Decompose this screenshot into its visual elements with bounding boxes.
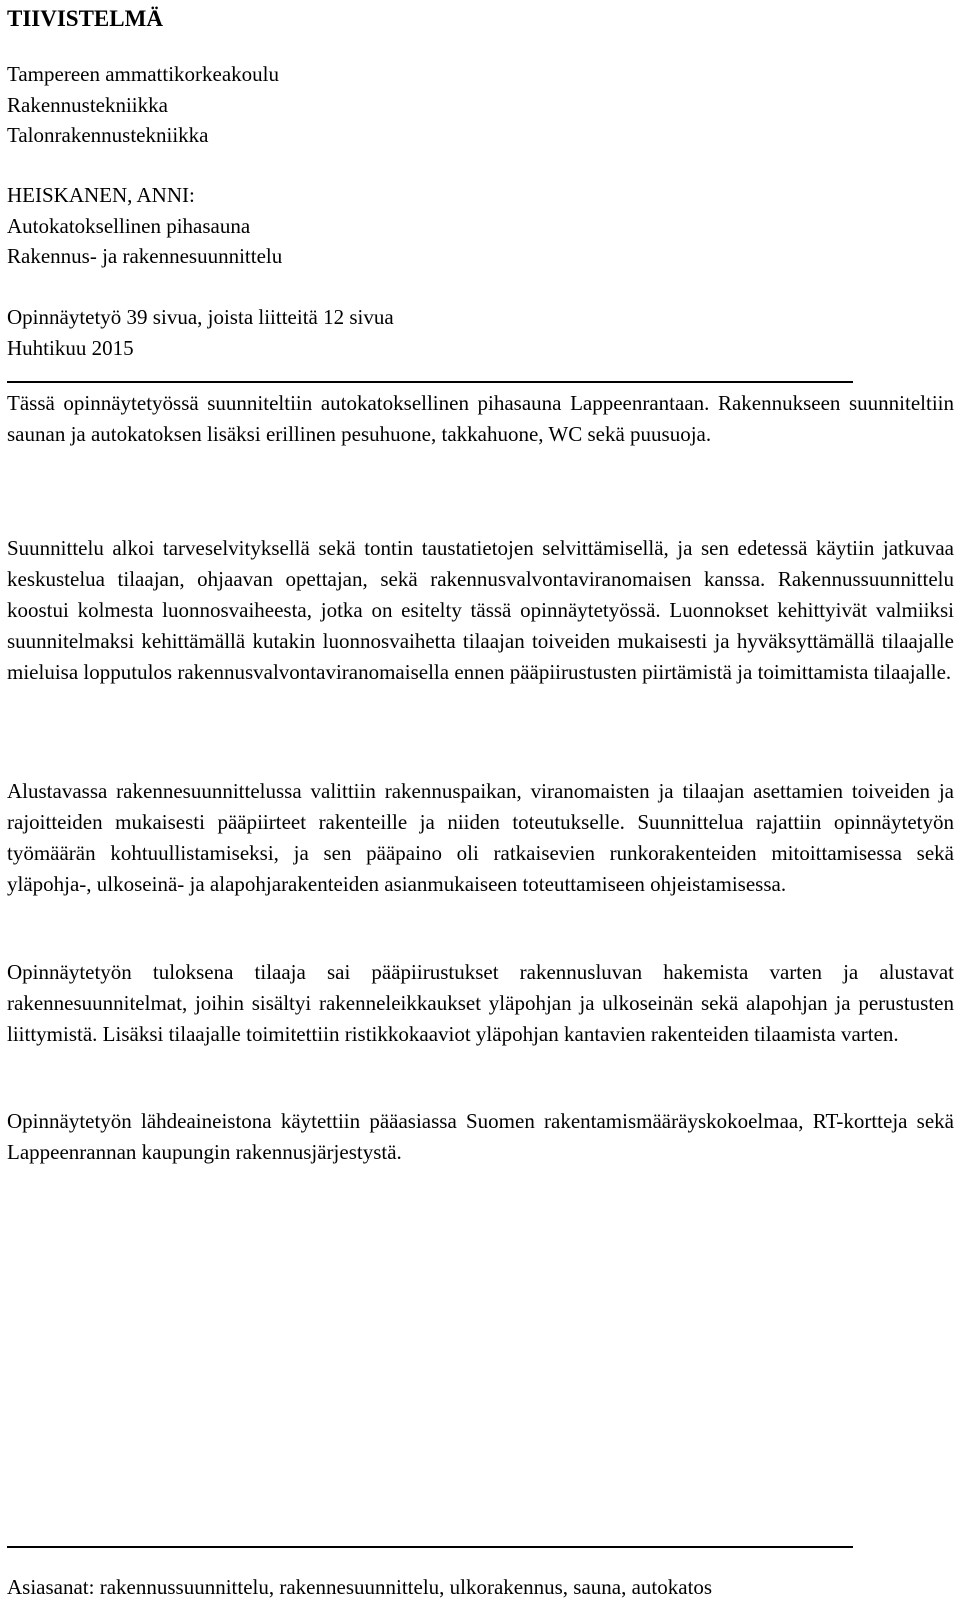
bottom-divider <box>7 1546 853 1548</box>
abstract-paragraph: Alustavassa rakennesuunnittelussa valittiin rakennuspaikan, viranomaisten ja tilaajan asettamien toiveiden ja rajoitteiden mukaisesti pääpiirteet rakenteille ja niiden toteutukselle. Suunnittelua rajattiin opinnäytetyön työmäärän kohtuullistamiseksi, ja sen pääpaino oli ratkaisevien runkorakenteiden mitoittamisessa sekä yläpohja-, ulkoseinä- ja alapohjarakenteiden asianmukaiseen toteuttamiseen ohjeistamisessa. <box>7 779 954 896</box>
top-divider <box>7 381 853 383</box>
specialisation: Talonrakennustekniikka <box>7 123 209 147</box>
abstract-paragraph: Opinnäytetyön lähdeaineistona käytettiin pääasiassa Suomen rakentamismääräyskokoelmaa, RT-kortteja sekä Lappeenrannan kaupungin rakennusjärjestystä. <box>7 1109 954 1164</box>
abstract-paragraph: Opinnäytetyön tuloksena tilaaja sai pääpiirustukset rakennusluvan hakemista varten ja alustavat rakennesuunnitelmat, joihin sisältyi rakenneleikkaukset yläpohjan ja ulkoseinän sekä alapohjan ja perustusten liittymistä. Lisäksi tilaajalle toimitettiin ristikkokaaviot yläpohjan kantavien rakenteiden tilaamista varten. <box>7 960 954 1046</box>
degree-programme: Rakennustekniikka <box>7 92 168 117</box>
page-title: TIIVISTELMÄ <box>7 6 163 31</box>
thesis-subtitle: Rakennus- ja rakennesuunnittelu <box>7 244 283 268</box>
page-count: Opinnäytetyö 39 sivua, joista liitteitä 12 sivua <box>7 305 394 329</box>
school-name: Tampereen ammattikorkeakoulu <box>7 62 280 86</box>
institution-block <box>7 59 279 151</box>
details-block <box>7 302 394 363</box>
publication-date: Huhtikuu 2015 <box>7 335 134 360</box>
thesis-block <box>7 180 282 272</box>
keywords: Asiasanat: rakennussuunnittelu, rakennesuunnittelu, ulkorakennus, sauna, autokatos <box>7 1575 713 1599</box>
abstract-paragraph: Tässä opinnäytetyössä suunniteltiin autokatoksellinen pihasauna Lappeenrantaan. Rakennukseen suunniteltiin saunan ja autokatoksen lisäksi erillinen pesuhuone, takkahuone, WC sekä puusuoja. <box>7 391 954 446</box>
thesis-title: Autokatoksellinen pihasauna <box>7 213 251 238</box>
abstract-paragraph: Suunnittelu alkoi tarveselvityksellä sekä tontin taustatietojen selvittämisellä, ja sen edetessä käytiin jatkuvaa keskustelua tilaajan, ohjaavan opettajan, sekä rakennusvalvontaviranomaisen kanssa. Rakennussuunnittelu koostui kolmesta luonnosvaiheesta, jotka on esitelty tässä opinnäytetyössä. Luonnokset kehittyivät valmiiksi suunnitelmaksi kehittämällä kutakin luonnosvaihetta tilaajan toiveiden mukaisesti ja hyväksyttämällä tilaajalle mieluisa lopputulos rakennusvalvontaviranomaisella ennen pääpiirustusten piirtämistä ja toimittamista tilaajalle. <box>7 536 954 684</box>
author-name: HEISKANEN, ANNI: <box>7 183 195 207</box>
